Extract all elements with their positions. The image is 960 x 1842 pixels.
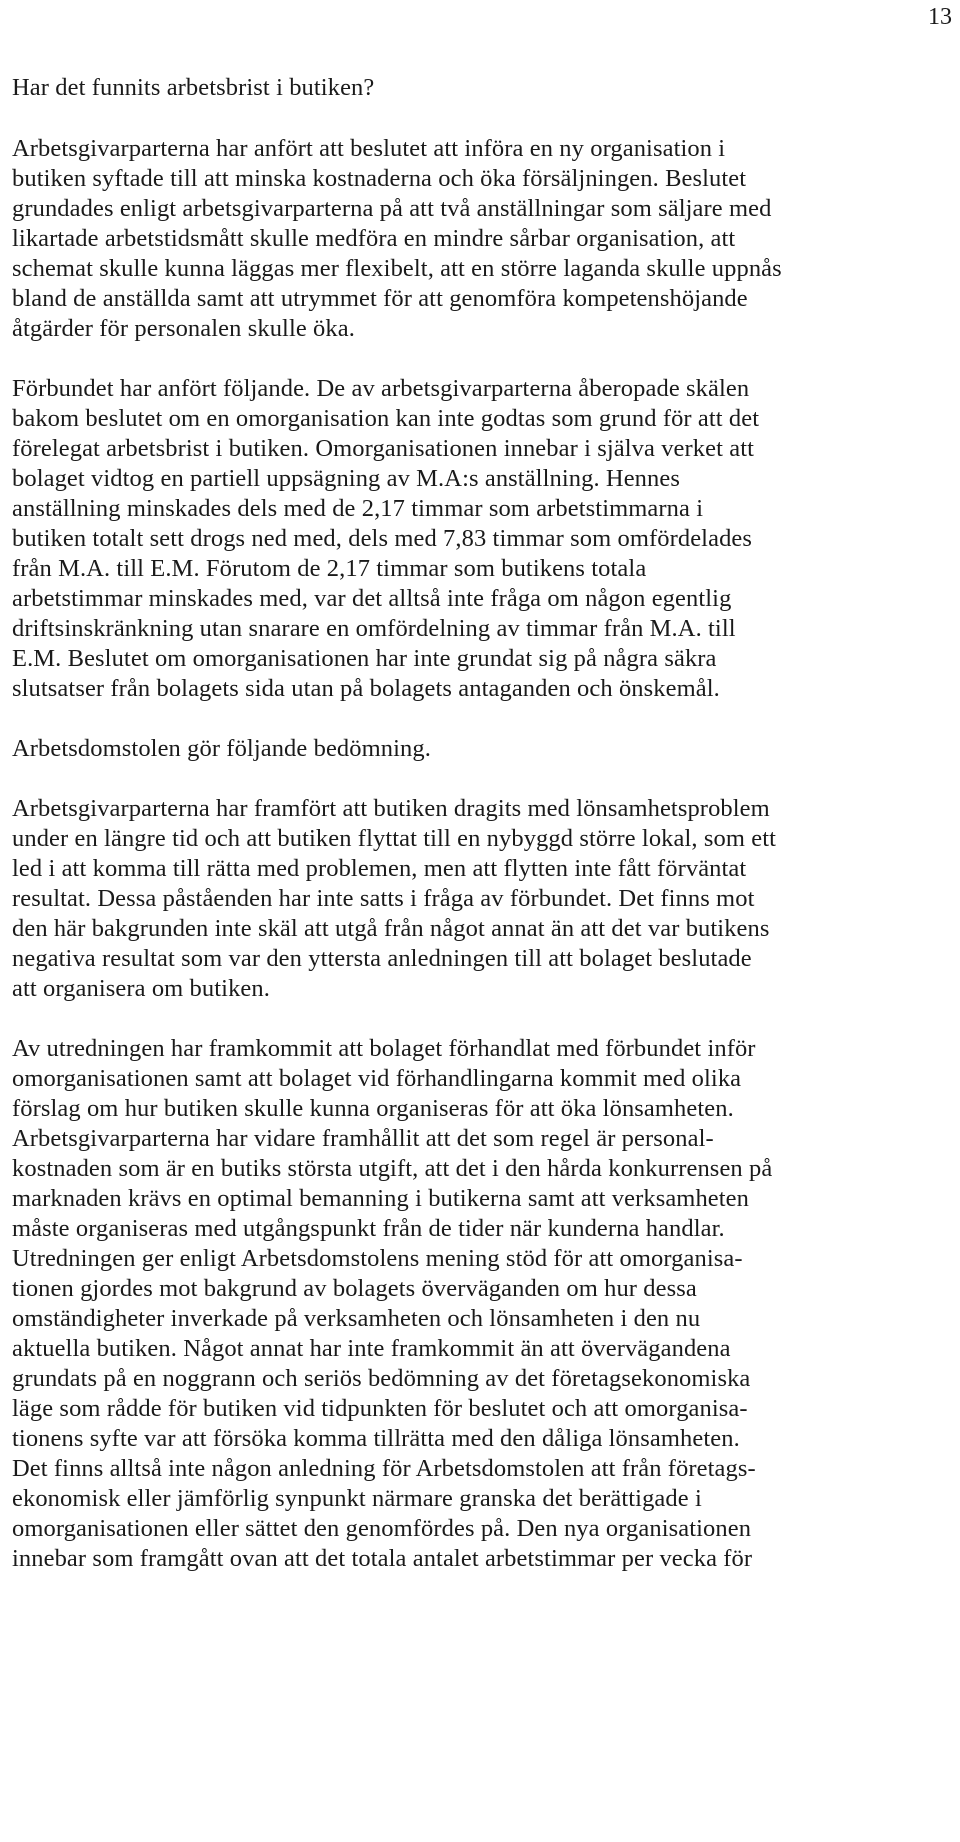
- text-line: schemat skulle kunna läggas mer flexibelt, att en större laganda skulle uppnås: [12, 255, 782, 282]
- text-line: Arbetsgivarparterna har vidare framhållit att det som regel är personal-: [12, 1125, 714, 1152]
- text-line: Utredningen ger enligt Arbetsdomstolens mening stöd för att omorganisa-: [12, 1245, 743, 1272]
- text-line: att organisera om butiken.: [12, 975, 270, 1002]
- text-line: tionen gjordes mot bakgrund av bolagets överväganden om hur dessa: [12, 1275, 697, 1302]
- text-line: resultat. Dessa påståenden har inte satts i fråga av förbundet. Det finns mot: [12, 885, 755, 912]
- text-line: förelegat arbetsbrist i butiken. Omorganisationen innebar i själva verket att: [12, 435, 755, 462]
- text-line: likartade arbetstidsmått skulle medföra en mindre sårbar organisation, att: [12, 225, 736, 252]
- text-line: från M.A. till E.M. Förutom de 2,17 timmar som butikens totala: [12, 555, 647, 582]
- text-line: omorganisationen eller sättet den genomfördes på. Den nya organisationen: [12, 1515, 752, 1542]
- text-line: kostnaden som är en butiks största utgift, att det i den hårda konkurrensen på: [12, 1155, 773, 1182]
- text-line: slutsatser från bolagets sida utan på bolagets antaganden och önskemål.: [12, 675, 720, 702]
- page-number: 13: [928, 4, 952, 30]
- text-line: negativa resultat som var den yttersta anledningen till att bolaget beslutade: [12, 945, 752, 972]
- text-line: butiken syftade till att minska kostnaderna och öka försäljningen. Beslutet: [12, 165, 747, 192]
- text-line: grundats på en noggrann och seriös bedömning av det företagsekonomiska: [12, 1365, 751, 1392]
- text-line: E.M. Beslutet om omorganisationen har inte grundat sig på några säkra: [12, 645, 717, 672]
- text-line: bakom beslutet om en omorganisation kan inte godtas som grund för att det: [12, 405, 760, 432]
- text-line: arbetstimmar minskades med, var det alltså inte fråga om någon egentlig: [12, 585, 732, 612]
- text-line: anställning minskades dels med de 2,17 timmar som arbetstimmarna i: [12, 495, 704, 522]
- text-line: innebar som framgått ovan att det totala antalet arbetstimmar per vecka för: [12, 1545, 753, 1572]
- text-line: driftsinskränkning utan snarare en omfördelning av timmar från M.A. till: [12, 615, 736, 642]
- text-line: Arbetsgivarparterna har framfört att butiken dragits med lönsamhetsproblem: [12, 795, 770, 822]
- text-line: måste organiseras med utgångspunkt från de tider när kunderna handlar.: [12, 1215, 725, 1242]
- text-line: förslag om hur butiken skulle kunna organiseras för att öka lönsamheten.: [12, 1095, 734, 1122]
- text-line: bolaget vidtog en partiell uppsägning av M.A:s anställning. Hennes: [12, 465, 680, 492]
- text-line: Förbundet har anfört följande. De av arbetsgivarparterna åberopade skälen: [12, 375, 750, 402]
- text-line: grundades enligt arbetsgivarparterna på att två anställningar som säljare med: [12, 195, 772, 222]
- text-line: Arbetsdomstolen gör följande bedömning.: [12, 735, 431, 762]
- text-line: läge som rådde för butiken vid tidpunkten för beslutet och att omorganisa-: [12, 1395, 748, 1422]
- text-line: ekonomisk eller jämförlig synpunkt närmare granska det berättigade i: [12, 1485, 702, 1512]
- text-line: butiken totalt sett drogs ned med, dels med 7,83 timmar som omfördelades: [12, 525, 753, 552]
- text-line: Av utredningen har framkommit att bolaget förhandlat med förbundet inför: [12, 1035, 756, 1062]
- text-line: led i att komma till rätta med problemen, men att flytten inte fått förväntat: [12, 855, 747, 882]
- text-line: marknaden krävs en optimal bemanning i butikerna samt att verksamheten: [12, 1185, 750, 1212]
- text-line: Det finns alltså inte någon anledning för Arbetsdomstolen att från företags-: [12, 1455, 756, 1482]
- text-line: tionens syfte var att försöka komma tillrätta med den dåliga lönsamheten.: [12, 1425, 740, 1452]
- text-line: omorganisationen samt att bolaget vid förhandlingarna kommit med olika: [12, 1065, 742, 1092]
- text-line: bland de anställda samt att utrymmet för att genomföra kompetenshöjande: [12, 285, 748, 312]
- section-heading: Har det funnits arbetsbrist i butiken?: [12, 74, 375, 101]
- text-line: åtgärder för personalen skulle öka.: [12, 315, 355, 342]
- text-line: under en längre tid och att butiken flyttat till en nybyggd större lokal, som ett: [12, 825, 777, 852]
- text-line: omständigheter inverkade på verksamheten och lönsamheten i den nu: [12, 1305, 701, 1332]
- text-line: Arbetsgivarparterna har anfört att beslutet att införa en ny organisation i: [12, 135, 726, 162]
- text-line: den här bakgrunden inte skäl att utgå från något annat än att det var butikens: [12, 915, 770, 942]
- text-line: aktuella butiken. Något annat har inte framkommit än att övervägandena: [12, 1335, 731, 1362]
